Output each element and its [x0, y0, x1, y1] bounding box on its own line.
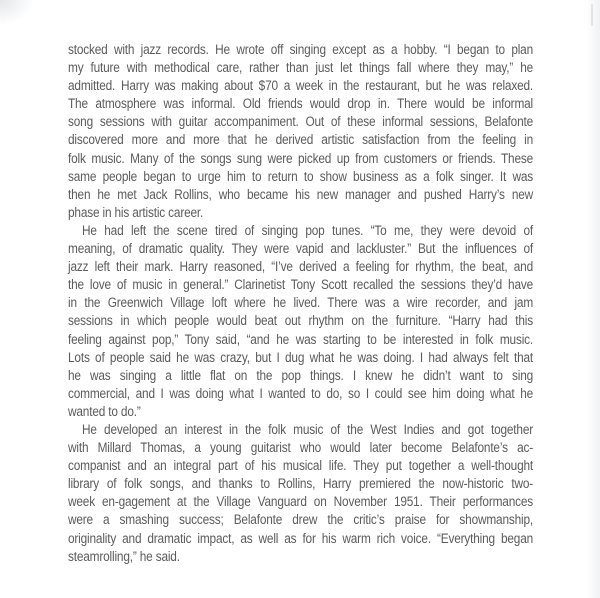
page-edge-shadow-top-left: [0, 0, 34, 26]
paragraph: [68, 222, 533, 421]
text-line: were a smashing success; Belafonte drew the critic’s praise for showmanship,: [68, 512, 534, 528]
text-line: meaning, of dramatic quality. They were vapid and lackluster.” But the influences of: [68, 241, 534, 257]
text-line: jazz left their mark. Harry reasoned, “I’ve derived a feeling for rhythm, the beat, and: [68, 259, 534, 275]
text-line: he was singing a little flat on the pop things. I knew he didn’t want to sing: [68, 367, 534, 383]
text-line: song sessions with guitar accompaniment. Out of these informal sessions, Belafonte: [68, 114, 534, 130]
text-line: feeling against pop,” Tony said, “and he was starting to be interested in folk music.: [68, 331, 534, 347]
text-line: folk music. Many of the songs sung were picked up from customers or friends. These: [68, 150, 534, 166]
text-line: the love of music in general.” Clarinetist Tony Scott recalled the sessions they’d have: [68, 277, 534, 293]
text-line: week en-gagement at the Village Vanguard on November 1951. Their performances: [68, 494, 534, 510]
text-line: then he met Jack Rollins, who became his new manager and pushed Harry’s new: [68, 186, 534, 202]
text-line: He developed an interest in the folk music of the West Indies and got together: [82, 421, 534, 437]
text-line: with Millard Thomas, a young guitarist who would later become Belafonte’s ac-: [68, 440, 534, 456]
text-line: in the Greenwich Village loft where he lived. There was a wire recorder, and jam: [68, 295, 534, 311]
text-line: admitted. Harry was making about $70 a week in the restaurant, but he was relaxed.: [68, 78, 534, 94]
page-edge-shadow-right: [586, 0, 600, 598]
text-line: stocked with jazz records. He wrote off singing except as a hobby. “I began to plan: [68, 42, 534, 57]
text-line: Lots of people said he was crazy, but I dug what he was doing. I had always felt that: [68, 349, 534, 365]
text-line: library of folk songs, and thanks to Rollins, Harry premiered the now-historic two-: [68, 476, 534, 492]
page-edge-notch: [591, 4, 593, 26]
paragraph: [68, 421, 533, 566]
paragraph: [68, 41, 533, 222]
text-line: commercial, and I was doing what I wanted to do, so I could see him doing what he: [68, 385, 534, 401]
text-line: steamrolling,” he said.: [68, 548, 180, 564]
body-text: [68, 41, 533, 566]
text-line: my future with methodical care, rather than just let things fall where they may,” he: [68, 60, 534, 76]
text-line: originality and dramatic impact, as well as for his warm rich voice. “Everything began: [68, 530, 534, 546]
text-line: He had left the scene tired of singing pop tunes. “To me, they were devoid of: [82, 222, 534, 238]
text-line: The atmosphere was informal. Old friends would drop in. There would be informal: [68, 96, 534, 112]
text-line: same people began to urge him to return to show business as a folk singer. It was: [68, 168, 534, 184]
text-line: companist and an integral part of his musical life. They put together a well-thought: [68, 458, 534, 474]
text-line: phase in his artistic career.: [68, 204, 204, 220]
text-line: discovered more and more that he derived artistic satisfaction from the feeling in: [68, 132, 534, 148]
text-line: wanted to do.”: [68, 403, 141, 419]
text-line: sessions in which people would beat out rhythm on the furniture. “Harry had this: [68, 313, 534, 329]
